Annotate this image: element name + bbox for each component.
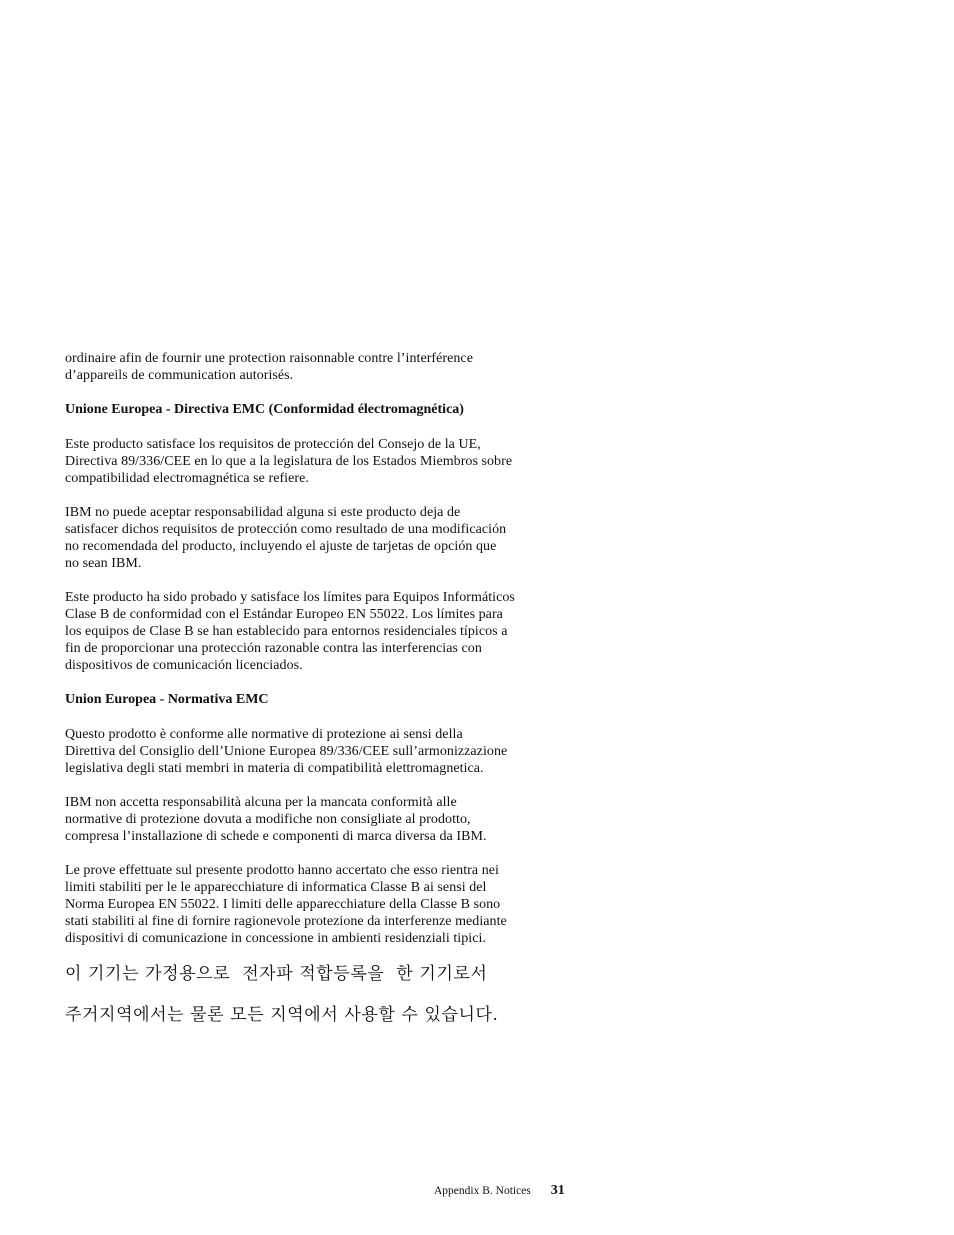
korean-notice-line-2: 주거지역에서는 물론 모든 지역에서 사용할 수 있습니다.	[65, 1005, 499, 1025]
text-line: Directiva 89/336/CEE en lo que a la legislatura de los Estados Miembros sobre	[65, 454, 513, 469]
text-line: no sean IBM.	[65, 556, 142, 571]
page-content	[65, 350, 585, 1025]
text-line: compresa l’installazione di schede e componenti di marca diversa da IBM.	[65, 829, 487, 844]
paragraph	[65, 726, 585, 777]
text-line: compatibilidad electromagnética se refiere.	[65, 471, 309, 486]
text-line: Direttiva del Consiglio dell’Unione Europea 89/336/CEE sull’armonizzazione	[65, 744, 508, 759]
text-line: fin de proporcionar una protección razonable contra las interferencias con	[65, 641, 482, 656]
section-heading: Union Europea - Normativa EMC	[65, 692, 269, 707]
text-line: d’appareils de communication autorisés.	[65, 368, 294, 383]
text-line: Este producto ha sido probado y satisface los límites para Equipos Informáticos	[65, 590, 515, 605]
text-line: Clase B de conformidad con el Estándar Europeo EN 55022. Los límites para	[65, 607, 503, 622]
text-line: dispositivi di comunicazione in concessione in ambienti residenziali tipici.	[65, 931, 486, 946]
text-line: satisfacer dichos requisitos de protección como resultado de una modificación	[65, 522, 507, 537]
text-line: Le prove effettuate sul presente prodotto hanno accertato che esso rientra nei	[65, 863, 499, 878]
text-line: no recomendada del producto, incluyendo el ajuste de tarjetas de opción que	[65, 539, 497, 554]
text-line: Este producto satisface los requisitos de protección del Consejo de la UE,	[65, 437, 481, 452]
section-heading: Unione Europea - Directiva EMC (Conformidad électromagnética)	[65, 402, 464, 417]
text-line: Questo prodotto è conforme alle normative di protezione ai sensi della	[65, 727, 463, 742]
text-line: legislativa degli stati membri in materia di compatibilità elettromagnetica.	[65, 761, 484, 776]
text-line: los equipos de Clase B se han establecido para entornos residenciales típicos a	[65, 624, 508, 639]
footer-section-title: Appendix B. Notices	[434, 1185, 531, 1197]
text-line: Norma Europea EN 55022. I limiti delle apparecchiature della Classe B sono	[65, 897, 501, 912]
text-line: stati stabiliti al fine di fornire ragionevole protezione da interferenze mediante	[65, 914, 507, 929]
korean-notice-line-1: 이 기기는 가정용으로 전자파 적합등록을 한 기기로서	[65, 964, 488, 984]
paragraph	[65, 504, 585, 572]
paragraph	[65, 794, 585, 845]
paragraph	[65, 589, 585, 674]
text-line: ordinaire afin de fournir une protection raisonnable contre l’interférence	[65, 351, 473, 366]
paragraph	[65, 862, 585, 947]
text-line: limiti stabiliti per le le apparecchiature di informatica Classe B ai sensi del	[65, 880, 487, 895]
text-line: normative di protezione dovuta a modifiche non consigliate al prodotto,	[65, 812, 471, 827]
text-line: dispositivos de comunicación licenciados.	[65, 658, 303, 673]
text-line: IBM non accetta responsabilità alcuna per la mancata conformità alle	[65, 795, 457, 810]
paragraph	[65, 436, 585, 487]
page-footer	[434, 1181, 565, 1201]
text-line: IBM no puede aceptar responsabilidad alguna si este producto deja de	[65, 505, 461, 520]
page-number: 31	[550, 1183, 565, 1198]
paragraph	[65, 350, 585, 384]
